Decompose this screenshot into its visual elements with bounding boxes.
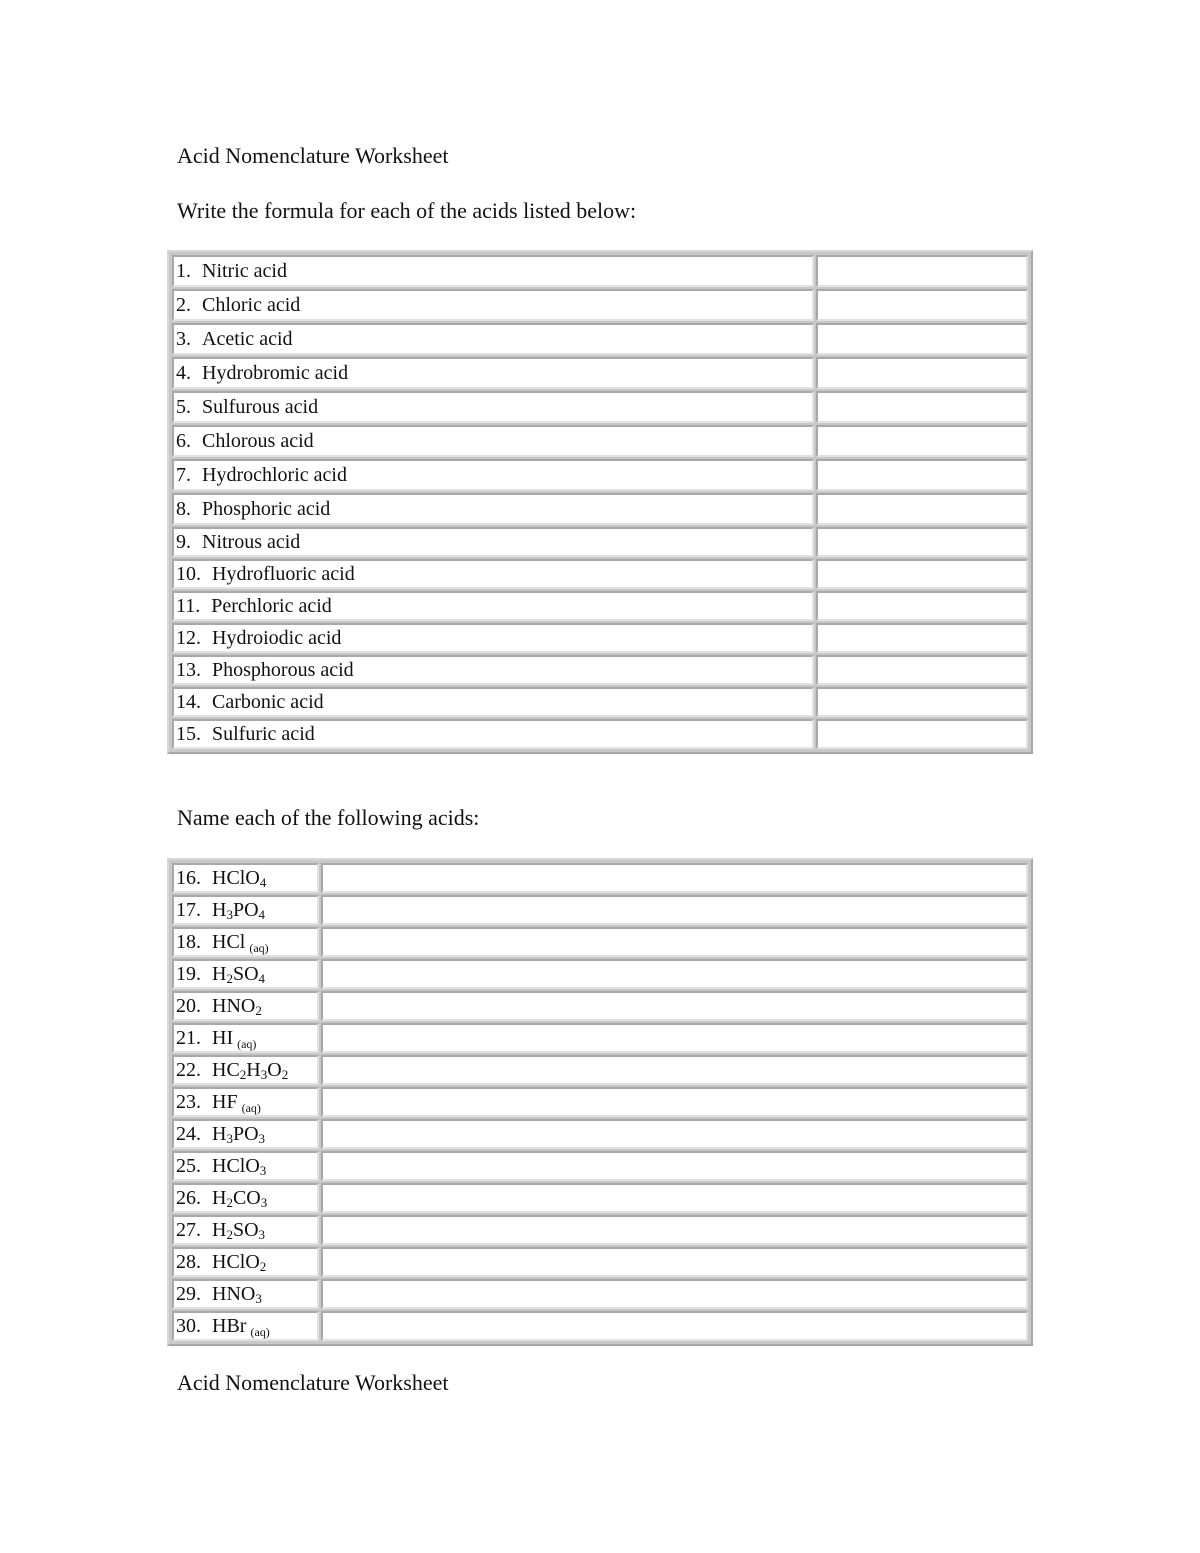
acid-formula-cell [172,1087,319,1117]
name-answer-cell[interactable] [321,895,1028,925]
chemical-formula [212,1123,265,1145]
formula-text: HBr [212,1314,247,1337]
table-row [172,1087,1028,1117]
acid-formula-cell [172,1151,319,1181]
state-label: (aq) [249,940,269,955]
chemical-formula [212,1187,267,1209]
state-label: (aq) [250,1324,270,1339]
chemical-formula [212,867,266,889]
table-row [172,357,1028,389]
item-number: 14. [176,690,201,713]
name-answer-cell[interactable] [321,863,1028,893]
acid-name-cell [172,655,814,685]
name-answer-cell[interactable] [321,1247,1028,1277]
name-answer-cell[interactable] [321,1087,1028,1117]
acid-name-cell [172,559,814,589]
item-number: 15. [176,722,201,745]
chemical-formula [212,1251,266,1273]
item-number: 27. [176,1218,201,1241]
table-row [172,1311,1028,1341]
formula-text: SO [232,1218,259,1241]
table-row [172,1151,1028,1181]
table-row [172,1215,1028,1245]
formula-answer-cell[interactable] [816,255,1028,287]
acid-name: Sulfuric acid [212,722,315,745]
item-number: 2. [176,293,191,316]
formula-answer-cell[interactable] [816,391,1028,423]
acid-formula-cell [172,863,319,893]
acid-formula-cell [172,895,319,925]
formula-answer-cell[interactable] [816,559,1028,589]
table-row [172,289,1028,321]
formula-text: HNO [212,994,256,1017]
formula-subscript: 3 [226,1130,233,1146]
item-number: 3. [176,327,191,350]
acid-name-cell [172,687,814,717]
formula-subscript: 2 [226,970,233,986]
table-row [172,559,1028,589]
item-number: 25. [176,1154,201,1177]
chemical-formula [212,1219,265,1241]
formula-answer-cell[interactable] [816,591,1028,621]
item-number: 1. [176,259,191,282]
acid-formula-cell [172,991,319,1021]
formula-subscript: 2 [281,1066,289,1082]
item-number: 11. [176,594,201,617]
table-row [172,895,1028,925]
acid-formula-cell [172,959,319,989]
formula-text: SO [232,962,259,985]
table-row [172,527,1028,557]
formula-answer-cell[interactable] [816,623,1028,653]
formula-text: HNO [212,1282,256,1305]
table-row [172,1023,1028,1053]
formula-text: O [267,1058,282,1081]
state-label: (aq) [241,1100,261,1115]
item-number: 24. [176,1122,201,1145]
item-number: 28. [176,1250,201,1273]
name-answer-cell[interactable] [321,1055,1028,1085]
formula-table [167,250,1033,754]
item-number: 20. [176,994,201,1017]
worksheet-title: Acid Nomenclature Worksheet [177,143,449,168]
acid-name: Hydrochloric acid [202,463,347,486]
table-row [172,391,1028,423]
chemical-formula [212,1155,266,1177]
item-number: 19. [176,962,201,985]
table-row [172,687,1028,717]
chemical-formula [212,963,265,985]
formula-text: HClO [212,866,260,889]
acid-name: Carbonic acid [212,690,324,713]
item-number: 9. [176,530,191,553]
item-number: 10. [176,562,201,585]
name-answer-cell[interactable] [321,1119,1028,1149]
state-label: (aq) [237,1036,257,1051]
section1-instruction: Write the formula for each of the acids listed below: [177,198,637,223]
table-row [172,1055,1028,1085]
formula-answer-cell[interactable] [816,425,1028,457]
formula-text: HClO [212,1154,260,1177]
formula-subscript: 3 [226,906,233,922]
formula-subscript: 4 [258,906,266,922]
worksheet-footer-title: Acid Nomenclature Worksheet [177,1370,449,1395]
item-number: 4. [176,361,191,384]
name-answer-cell[interactable] [321,1311,1028,1341]
acid-formula-cell [172,1055,319,1085]
item-number: 8. [176,497,191,520]
formula-answer-cell[interactable] [816,719,1028,749]
name-answer-cell[interactable] [321,927,1028,957]
table-row [172,719,1028,749]
acid-name: Acetic acid [202,327,293,350]
acid-name-cell [172,425,814,457]
naming-table [167,858,1033,1346]
formula-answer-cell[interactable] [816,687,1028,717]
table-row [172,425,1028,457]
formula-subscript: 3 [255,1290,262,1306]
table-row [172,863,1028,893]
item-number: 17. [176,898,201,921]
item-number: 30. [176,1314,201,1337]
name-answer-cell[interactable] [321,959,1028,989]
acid-name-cell [172,459,814,491]
formula-answer-cell[interactable] [816,459,1028,491]
formula-text: H [212,898,227,921]
acid-name-cell [172,255,814,287]
item-number: 5. [176,395,191,418]
item-number: 18. [176,930,201,953]
table-row [172,1247,1028,1277]
acid-name-cell [172,289,814,321]
acid-name-cell [172,323,814,355]
formula-text: HC [212,1058,240,1081]
formula-text: H [212,1186,227,1209]
formula-subscript: 2 [226,1226,233,1242]
acid-name: Perchloric acid [211,594,332,617]
name-answer-cell[interactable] [321,1151,1028,1181]
chemical-formula [212,1059,288,1081]
acid-name: Nitrous acid [202,530,301,553]
formula-answer-cell[interactable] [816,289,1028,321]
formula-subscript: 4 [259,874,267,890]
item-number: 22. [176,1058,201,1081]
acid-formula-cell [172,1311,319,1341]
acid-formula-cell [172,1119,319,1149]
table-row [172,591,1028,621]
formula-subscript: 3 [258,1226,266,1242]
acid-formula-cell [172,1215,319,1245]
acid-name-cell [172,391,814,423]
acid-name: Hydroiodic acid [212,626,342,649]
formula-subscript: 2 [259,1258,267,1274]
chemical-formula [212,931,269,953]
chemical-formula [212,1315,270,1337]
formula-subscript: 3 [258,1130,266,1146]
chemical-formula [212,995,262,1017]
table-row [172,1279,1028,1309]
formula-subscript: 4 [258,970,266,986]
name-answer-cell[interactable] [321,1023,1028,1053]
acid-formula-cell [172,927,319,957]
table-row [172,493,1028,525]
acid-name-cell [172,527,814,557]
table-row [172,255,1028,287]
acid-name: Chlorous acid [202,429,314,452]
acid-name: Chloric acid [202,293,301,316]
name-answer-cell[interactable] [321,1279,1028,1309]
table-row [172,959,1028,989]
acid-name: Phosphorous acid [212,658,354,681]
formula-answer-cell[interactable] [816,527,1028,557]
formula-subscript: 3 [260,1066,268,1082]
table-row [172,927,1028,957]
acid-formula-cell [172,1183,319,1213]
formula-text: H [246,1058,261,1081]
acid-formula-cell [172,1279,319,1309]
item-number: 6. [176,429,191,452]
formula-text: H [212,962,227,985]
formula-text: H [212,1218,227,1241]
acid-name: Hydrofluoric acid [212,562,355,585]
formula-text: CO [232,1186,261,1209]
table-row [172,1119,1028,1149]
acid-name-cell [172,357,814,389]
acid-name-cell [172,719,814,749]
formula-subscript: 3 [259,1162,267,1178]
chemical-formula [212,1091,261,1113]
acid-name-cell [172,591,814,621]
formula-text: PO [232,898,259,921]
formula-text: HCl [212,930,246,953]
acid-name: Sulfurous acid [202,395,319,418]
name-answer-cell[interactable] [321,1215,1028,1245]
section2-instruction: Name each of the following acids: [177,805,480,830]
chemical-formula [212,1027,256,1049]
formula-subscript: 2 [239,1066,247,1082]
formula-text: HClO [212,1250,260,1273]
table-row [172,991,1028,1021]
chemical-formula [212,899,265,921]
formula-text: HF [212,1090,238,1113]
acid-name-cell [172,493,814,525]
name-answer-cell[interactable] [321,991,1028,1021]
table-row [172,655,1028,685]
formula-answer-cell[interactable] [816,357,1028,389]
formula-subscript: 3 [260,1194,268,1210]
table-row [172,323,1028,355]
formula-text: HI [212,1026,234,1049]
table-row [172,1183,1028,1213]
acid-formula-cell [172,1247,319,1277]
table-row [172,459,1028,491]
item-number: 12. [176,626,201,649]
item-number: 21. [176,1026,201,1049]
item-number: 29. [176,1282,201,1305]
formula-answer-cell[interactable] [816,493,1028,525]
item-number: 26. [176,1186,201,1209]
chemical-formula [212,1283,262,1305]
formula-text: H [212,1122,227,1145]
formula-subscript: 2 [226,1194,233,1210]
formula-answer-cell[interactable] [816,323,1028,355]
acid-name: Phosphoric acid [202,497,331,520]
formula-answer-cell[interactable] [816,655,1028,685]
item-number: 23. [176,1090,201,1113]
item-number: 16. [176,866,201,889]
table-row [172,623,1028,653]
formula-subscript: 2 [255,1002,262,1018]
formula-text: PO [232,1122,259,1145]
acid-formula-cell [172,1023,319,1053]
acid-name: Hydrobromic acid [202,361,349,384]
acid-name-cell [172,623,814,653]
item-number: 7. [176,463,191,486]
name-answer-cell[interactable] [321,1183,1028,1213]
acid-name: Nitric acid [202,259,287,282]
item-number: 13. [176,658,201,681]
